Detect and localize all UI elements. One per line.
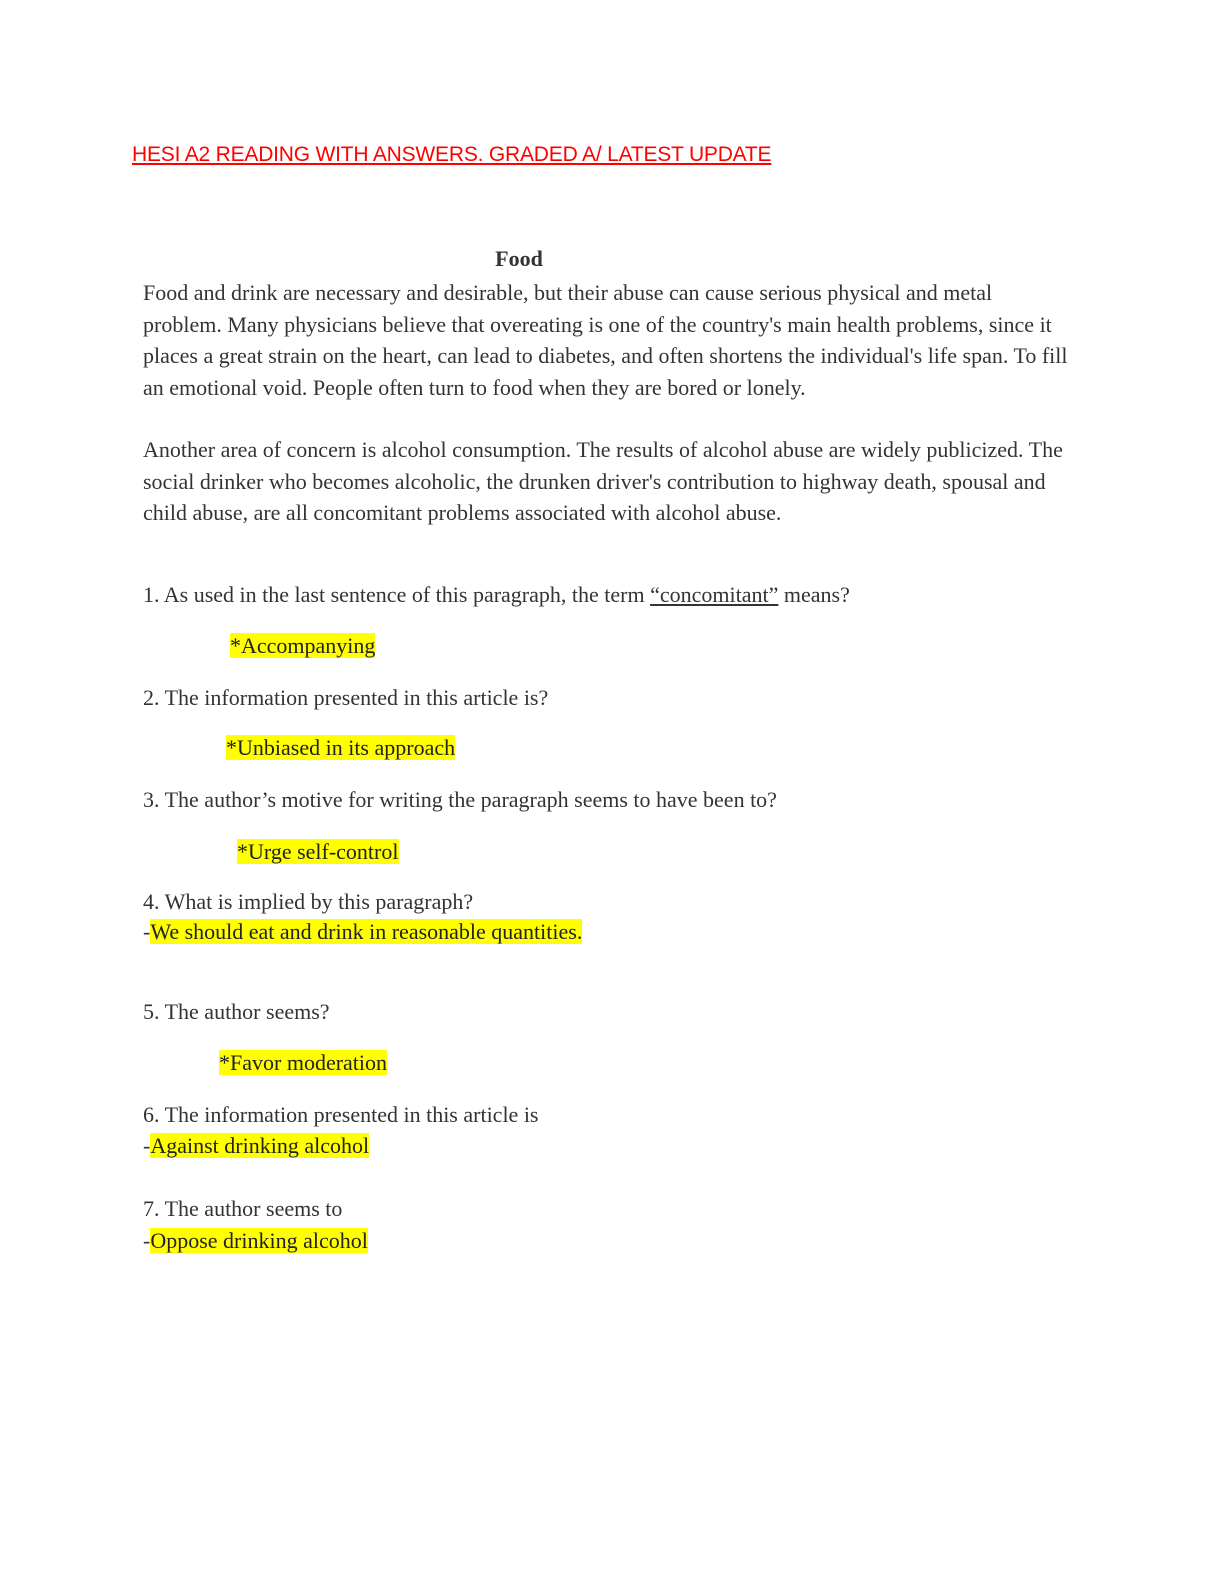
question-1-suffix: means?	[778, 582, 850, 607]
answer-5-text: *Favor moderation	[219, 1050, 388, 1075]
question-7: 7. The author seems to	[143, 1196, 343, 1221]
answer-2-text: *Unbiased in its approach	[226, 735, 456, 760]
question-1-term: “concomitant”	[650, 582, 779, 607]
question-1	[143, 580, 850, 610]
answer-7	[143, 1226, 368, 1256]
answer-6-text: Against drinking alcohol	[150, 1133, 370, 1158]
document-header-title: HESI A2 READING WITH ANSWERS. GRADED A/ LATEST UPDATE	[132, 143, 772, 166]
answer-2	[226, 733, 455, 763]
article-paragraph-2: Another area of concern is alcohol consumption. The results of alcohol abuse are widely publicized. The social drinker who becomes alcoholic, the drunken driver's contribution to highway death, spousal and child abuse, are all concomitant problems associated with alcohol abuse.	[143, 437, 1063, 525]
article-title: Food	[495, 246, 543, 271]
question-4: 4. What is implied by this paragraph?	[143, 889, 474, 914]
answer-3	[237, 837, 399, 867]
article-paragraph-1: Food and drink are necessary and desirable, but their abuse can cause serious physical and metal problem. Many physicians believe that overeating is one of the country's main health problems, since it places a great strain on the heart, can lead to diabetes, and often shortens the individual's life span. To fill an emotional void. People often turn to food when they are bored or lonely.	[143, 280, 1068, 400]
question-5: 5. The author seems?	[143, 999, 330, 1024]
answer-6-dash: -	[143, 1133, 151, 1158]
answer-7-dash: -	[143, 1228, 151, 1253]
answer-7-text: Oppose drinking alcohol	[150, 1228, 368, 1253]
answer-5	[219, 1048, 387, 1078]
answer-1	[230, 631, 375, 661]
answer-4-text: We should eat and drink in reasonable quantities.	[150, 919, 583, 944]
answer-4-dash: -	[143, 919, 151, 944]
answer-3-text: *Urge self-control	[237, 839, 399, 864]
answer-4	[143, 917, 582, 947]
answer-1-text: *Accompanying	[230, 633, 376, 658]
question-6: 6. The information presented in this article is	[143, 1102, 539, 1127]
question-1-prefix: 1. As used in the last sentence of this paragraph, the term	[143, 582, 651, 607]
question-2: 2. The information presented in this article is?	[143, 685, 549, 710]
answer-6	[143, 1131, 369, 1161]
question-3: 3. The author’s motive for writing the paragraph seems to have been to?	[143, 787, 777, 812]
